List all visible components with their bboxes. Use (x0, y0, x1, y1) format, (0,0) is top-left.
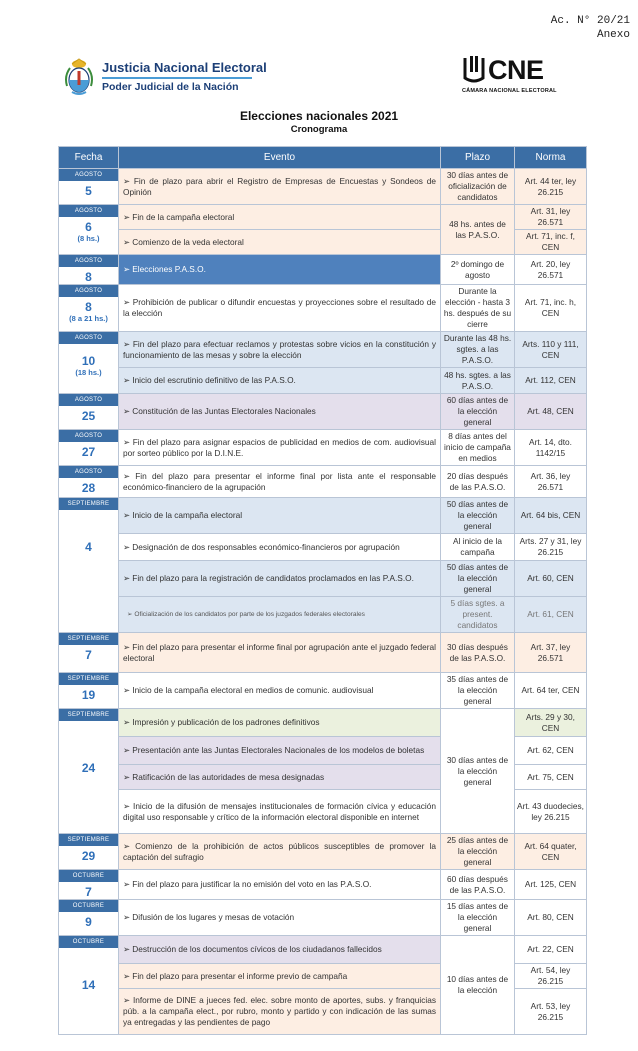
plazo-cell: 5 días sgtes. a present. candidatos (441, 597, 515, 633)
event-text: Designación de dos responsables económico-financieros por agrupación (132, 541, 400, 552)
month-label: OCTUBRE (59, 936, 118, 948)
arrow-bullet-icon: ➢ (123, 717, 133, 727)
arrow-bullet-icon: ➢ (123, 375, 133, 385)
event-text: Informe de DINE a jueces fed. elec. sobre monto de aportes, subs. y franquicias púb. a la campaña elect., por rubro, monto y partido y con indicación de las sumas ya entregadas y las pendientes de pago (123, 995, 436, 1027)
cne-logo (462, 56, 572, 96)
date-cell (59, 900, 119, 936)
date-cell (59, 709, 119, 834)
event-cell (119, 255, 441, 285)
event-cell (119, 900, 441, 936)
month-label: SEPTIEMBRE (59, 709, 118, 721)
day-number: 29 (81, 849, 96, 863)
table-row (59, 394, 587, 430)
cne-logo-icon (462, 56, 486, 86)
norma-cell: Art. 53, ley 26.215 (515, 989, 587, 1035)
arrow-bullet-icon: ➢ (123, 297, 133, 307)
table-row (59, 900, 587, 936)
norma-cell: Arts. 29 y 30, CEN (515, 709, 587, 737)
arrow-bullet-icon: ➢ (123, 912, 133, 922)
event-cell (119, 633, 441, 673)
event-cell (119, 534, 441, 561)
arrow-bullet-icon: ➢ (123, 641, 133, 652)
time-note: (8 hs.) (77, 234, 100, 243)
norma-cell: Art. 75, CEN (515, 765, 587, 790)
event-text: Impresión y publicación de los padrones definitivos (132, 717, 320, 727)
event-text: Fin de plazo para abrir el Registro de Empresas de Encuestas y Sondeos de Opinión (123, 175, 436, 197)
table-row (59, 255, 587, 285)
arrow-bullet-icon: ➢ (123, 510, 133, 520)
day-number: 4 (85, 540, 92, 554)
month-label: AGOSTO (59, 466, 118, 478)
norma-cell: Art. 112, CEN (515, 368, 587, 394)
table-row (59, 285, 587, 332)
plazo-cell: 35 días antes de la elección general (441, 673, 515, 709)
event-cell (119, 765, 441, 790)
table-row (59, 870, 587, 900)
arrow-bullet-icon: ➢ (123, 879, 133, 889)
norma-cell: Art. 71, inc. f, CEN (515, 230, 587, 255)
time-note: (18 hs.) (75, 368, 102, 377)
event-text: Fin del plazo para efectuar reclamos y protestas sobre vicios en la constitución y funcionamiento de las mesas y sobre la elección (123, 338, 436, 360)
norma-cell: Art. 31, ley 26.571 (515, 205, 587, 230)
arrow-bullet-icon: ➢ (123, 211, 133, 222)
date-cell (59, 936, 119, 1035)
date-cell (59, 255, 119, 285)
norma-cell: Art. 60, CEN (515, 561, 587, 597)
justicia-logo (64, 56, 267, 102)
arrow-bullet-icon: ➢ (123, 840, 136, 851)
event-text: Fin del plazo para justificar la no emisión del voto en las P.A.S.O. (132, 879, 372, 889)
table-row (59, 709, 587, 737)
plazo-cell: 50 días antes de la elección general (441, 498, 515, 534)
arrow-bullet-icon: ➢ (123, 970, 133, 981)
event-cell (119, 230, 441, 255)
event-cell (119, 466, 441, 498)
event-text: Constitución de las Juntas Electorales Nacionales (132, 406, 316, 416)
event-cell (119, 790, 441, 834)
arrow-bullet-icon: ➢ (123, 338, 133, 349)
day-number: 8 (85, 300, 92, 314)
plazo-cell: 2º domingo de agosto (441, 255, 515, 285)
norma-cell: Art. 22, CEN (515, 936, 587, 964)
table-row (59, 834, 587, 870)
event-text: Elecciones P.A.S.O. (132, 264, 206, 274)
date-cell (59, 870, 119, 900)
arrow-bullet-icon: ➢ (123, 685, 133, 695)
table-row (59, 534, 587, 561)
time-note: (8 a 21 hs.) (69, 314, 108, 323)
event-text: Fin de la campaña electoral (132, 211, 235, 222)
norma-cell: Art. 36, ley 26.571 (515, 466, 587, 498)
date-cell (59, 394, 119, 430)
header-plazo: Plazo (441, 147, 515, 169)
month-label: AGOSTO (59, 394, 118, 406)
table-row (59, 368, 587, 394)
event-text: Presentación ante las Juntas Electorales Nacionales de los modelos de boletas (132, 745, 425, 755)
table-row (59, 466, 587, 498)
plazo-cell: Durante las 48 hs. sgtes. a las P.A.S.O. (441, 332, 515, 368)
event-cell (119, 709, 441, 737)
arrow-bullet-icon: ➢ (123, 470, 136, 481)
event-cell (119, 430, 441, 466)
header-norma: Norma (515, 147, 587, 169)
event-cell (119, 964, 441, 989)
norma-cell: Art. 62, CEN (515, 737, 587, 765)
arrow-bullet-icon: ➢ (123, 745, 133, 755)
date-cell (59, 205, 119, 255)
header-evento: Evento (119, 147, 441, 169)
month-label: SEPTIEMBRE (59, 834, 118, 846)
event-cell (119, 169, 441, 205)
event-cell (119, 936, 441, 964)
day-number: 24 (81, 761, 96, 775)
header-fecha: Fecha (59, 147, 119, 169)
event-text: Comienzo de la veda electoral (132, 236, 244, 247)
plazo-cell: 20 días después de las P.A.S.O. (441, 466, 515, 498)
schedule-body (59, 169, 587, 1035)
norma-cell: Art. 37, ley 26.571 (515, 633, 587, 673)
month-label: AGOSTO (59, 285, 118, 297)
norma-cell: Art. 125, CEN (515, 870, 587, 900)
table-row (59, 205, 587, 230)
norma-cell: Art. 64 quater, CEN (515, 834, 587, 870)
norma-cell: Art. 64 ter, CEN (515, 673, 587, 709)
event-cell (119, 673, 441, 709)
norma-cell: Art. 20, ley 26.571 (515, 255, 587, 285)
day-number: 10 (81, 354, 96, 368)
coat-of-arms-icon (64, 58, 94, 96)
arrow-bullet-icon: ➢ (123, 995, 133, 1005)
table-row (59, 169, 587, 205)
org-divider (102, 77, 252, 79)
event-text: Prohibición de publicar o difundir encuestas y proyecciones sobre el resultado de la elección (123, 297, 436, 318)
plazo-cell: 30 días antes de la elección general (441, 709, 515, 834)
plazo-cell: 8 días antes del inicio de campaña en medios (441, 430, 515, 466)
date-cell (59, 466, 119, 498)
event-cell (119, 834, 441, 870)
plazo-cell: 60 días antes de la elección general (441, 394, 515, 430)
event-text: Inicio de la campaña electoral en medios de comunic. audiovisual (132, 685, 374, 695)
norma-cell: Art. 14, dto. 1142/15 (515, 430, 587, 466)
org-subtitle: Poder Judicial de la Nación (102, 81, 239, 93)
event-text: Fin del plazo para presentar el informe previo de campaña (132, 970, 348, 981)
arrow-bullet-icon: ➢ (123, 944, 133, 954)
org-name: Justicia Nacional Electoral (102, 60, 267, 75)
month-label: SEPTIEMBRE (59, 498, 118, 510)
table-row (59, 936, 587, 964)
date-cell (59, 673, 119, 709)
plazo-cell: 25 días antes de la elección general (441, 834, 515, 870)
plazo-cell: 50 días antes de la elección general (441, 561, 515, 597)
day-number: 7 (85, 648, 92, 662)
event-text: Comienzo de la prohibición de actos públicos susceptibles de promover la captación del sufragio (123, 840, 436, 862)
table-row (59, 673, 587, 709)
event-text: Inicio del escrutinio definitivo de las P.A.S.O. (132, 375, 296, 385)
reference-number: Ac. N° 20/21 (550, 15, 630, 27)
arrow-bullet-icon: ➢ (123, 800, 134, 811)
norma-cell: Art. 64 bis, CEN (515, 498, 587, 534)
day-number: 8 (85, 270, 92, 284)
event-cell (119, 205, 441, 230)
norma-cell: Arts. 27 y 31, ley 26.215 (515, 534, 587, 561)
table-row (59, 332, 587, 368)
arrow-bullet-icon: ➢ (127, 611, 135, 618)
table-header-row (59, 147, 587, 169)
day-number: 14 (81, 978, 96, 992)
event-text: Fin del plazo para presentar el informe final por lista ante el responsable económico-financiero de la agrupación (123, 470, 436, 492)
month-label: AGOSTO (59, 332, 118, 344)
event-cell (119, 561, 441, 597)
plazo-cell: 48 hs. sgtes. a las P.A.S.O. (441, 368, 515, 394)
cne-name: CNE (488, 55, 544, 85)
plazo-cell: 60 días después de las P.A.S.O. (441, 870, 515, 900)
schedule-table (58, 146, 587, 1035)
day-number: 27 (81, 445, 96, 459)
document-reference (551, 14, 630, 42)
reference-annex: Anexo (596, 29, 630, 41)
norma-cell: Art. 61, CEN (515, 597, 587, 633)
table-row (59, 633, 587, 673)
plazo-cell: 30 días después de las P.A.S.O. (441, 633, 515, 673)
event-cell (119, 870, 441, 900)
event-text: Inicio de la campaña electoral (132, 510, 243, 520)
event-cell (119, 737, 441, 765)
cne-subtitle: CÁMARA NACIONAL ELECTORAL (462, 88, 557, 94)
event-text: Ratificación de las autoridades de mesa designadas (132, 771, 325, 782)
day-number: 25 (81, 409, 96, 423)
event-cell (119, 597, 441, 633)
month-label: SEPTIEMBRE (59, 633, 118, 645)
arrow-bullet-icon: ➢ (123, 264, 133, 274)
event-text: Inicio de la difusión de mensajes institucionales de formación cívica y educación digital uso responsable y crítico de la información electoral disponible en internet (123, 800, 436, 822)
plazo-cell: 10 días antes de la elección (441, 936, 515, 1035)
event-cell (119, 498, 441, 534)
day-number: 9 (85, 915, 92, 929)
table-row (59, 561, 587, 597)
norma-cell: Art. 48, CEN (515, 394, 587, 430)
event-cell (119, 394, 441, 430)
date-cell (59, 332, 119, 394)
month-label: AGOSTO (59, 169, 118, 181)
date-cell (59, 169, 119, 205)
event-text: Fin del plazo para asignar espacios de publicidad en medios de com. audiovisual por sorteo público por la D.I.N.E. (123, 436, 436, 458)
month-label: AGOSTO (59, 255, 118, 267)
event-text: Oficialización de los candidatos por parte de los juzgados federales electorales (134, 611, 365, 618)
arrow-bullet-icon: ➢ (123, 573, 133, 583)
event-cell (119, 285, 441, 332)
event-text: Destrucción de los documentos cívicos de los ciudadanos fallecidos (132, 944, 382, 954)
plazo-cell: 15 días antes de la elección general (441, 900, 515, 936)
arrow-bullet-icon: ➢ (123, 771, 133, 782)
norma-cell: Art. 80, CEN (515, 900, 587, 936)
event-cell (119, 332, 441, 368)
arrow-bullet-icon: ➢ (123, 406, 133, 416)
table-row (59, 597, 587, 633)
event-text: Fin del plazo para presentar el informe final por agrupación ante el juzgado federal electoral (123, 641, 436, 663)
norma-cell: Art. 71, inc. h, CEN (515, 285, 587, 332)
event-cell (119, 989, 441, 1035)
month-label: AGOSTO (59, 430, 118, 442)
day-number: 5 (85, 184, 92, 198)
plazo-cell: 48 hs. antes de las P.A.S.O. (441, 205, 515, 255)
arrow-bullet-icon: ➢ (123, 436, 133, 447)
date-cell (59, 633, 119, 673)
day-number: 7 (85, 885, 92, 899)
arrow-bullet-icon: ➢ (123, 236, 133, 247)
page-subtitle: Cronograma (290, 124, 348, 135)
date-cell (59, 834, 119, 870)
month-label: SEPTIEMBRE (59, 673, 118, 685)
event-text: Fin del plazo para la registración de candidatos proclamados en las P.A.S.O. (132, 573, 414, 583)
plazo-cell: 30 días antes de oficialización de candidatos (441, 169, 515, 205)
date-cell (59, 498, 119, 633)
date-cell (59, 285, 119, 332)
event-text: Difusión de los lugares y mesas de votación (132, 912, 295, 922)
table-row (59, 430, 587, 466)
norma-cell: Arts. 110 y 111, CEN (515, 332, 587, 368)
arrow-bullet-icon: ➢ (123, 175, 134, 186)
page-title: Elecciones nacionales 2021 (239, 109, 399, 123)
norma-cell: Art. 44 ter, ley 26.215 (515, 169, 587, 205)
month-label: OCTUBRE (59, 870, 118, 882)
day-number: 28 (81, 481, 96, 495)
plazo-cell: Al inicio de la campaña (441, 534, 515, 561)
norma-cell: Art. 43 duodecies, ley 26.215 (515, 790, 587, 834)
plazo-cell: Durante la elección - hasta 3 hs. después de su cierre (441, 285, 515, 332)
event-cell (119, 368, 441, 394)
month-label: OCTUBRE (59, 900, 118, 912)
month-label: AGOSTO (59, 205, 118, 217)
day-number: 19 (81, 688, 96, 702)
date-cell (59, 430, 119, 466)
norma-cell: Art. 54, ley 26.215 (515, 964, 587, 989)
table-row (59, 498, 587, 534)
day-number: 6 (85, 220, 92, 234)
arrow-bullet-icon: ➢ (123, 541, 133, 552)
